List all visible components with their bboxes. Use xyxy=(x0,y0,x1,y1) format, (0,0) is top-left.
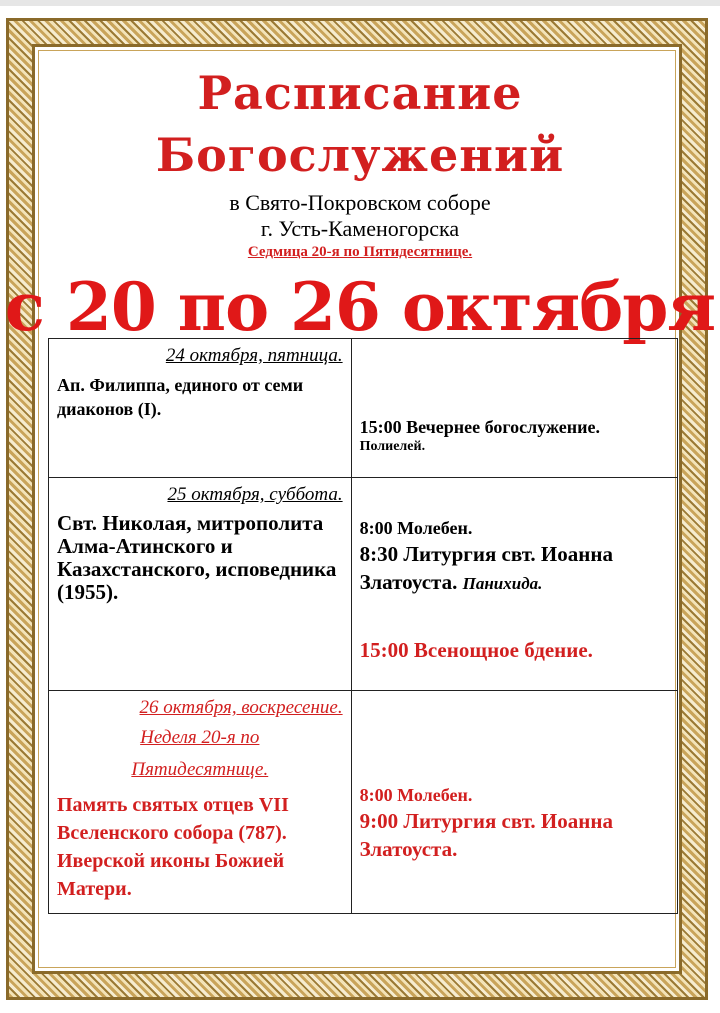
day-cell xyxy=(49,691,352,914)
schedule-table xyxy=(48,338,678,914)
date-range: с 20 по 26 октября xyxy=(4,268,716,346)
service-note: Полиелей. xyxy=(359,439,426,454)
day-cell xyxy=(49,478,352,691)
services-cell xyxy=(351,478,677,691)
day-cell xyxy=(49,339,352,478)
table-row xyxy=(49,339,678,478)
service-item: 8:00 Молебен. xyxy=(359,785,473,805)
services-cell xyxy=(351,339,677,478)
service-text: 8:30 Литургия свт. Иоанна Златоуста. xyxy=(359,542,613,594)
table-row xyxy=(49,691,678,914)
day-label: 24 октября, пятница. xyxy=(165,345,343,366)
week-note: Седмица 20-я по Пятидесятнице. xyxy=(247,244,473,260)
title-line-2: Богослужений xyxy=(155,128,565,182)
top-bar xyxy=(0,0,720,6)
table-row xyxy=(49,478,678,691)
place-line-2: г. Усть-Каменогорска xyxy=(260,216,460,241)
saint-text: Память святых отцев VII Вселенского собора (787). Иверской иконы Божией Матери. xyxy=(57,794,289,900)
services-cell xyxy=(351,691,677,914)
service-item: 9:00 Литургия свт. Иоанна Златоуста. xyxy=(359,809,613,861)
week-label: Неделя 20-я по xyxy=(140,727,260,748)
service-item: 8:00 Молебен. xyxy=(359,518,473,538)
service-item: 15:00 Всенощное бдение. xyxy=(359,638,593,662)
saint-text: Ап. Филиппа, единого от семи диаконов (I). xyxy=(57,375,304,419)
week-label: Пятидесятнице. xyxy=(131,759,269,780)
title-line-1: Расписание xyxy=(197,66,523,120)
day-label: 26 октября, воскресение. xyxy=(139,697,343,718)
day-label: 25 октября, суббота. xyxy=(167,484,343,505)
place-line-1: в Свято-Покровском соборе xyxy=(229,190,491,215)
service-note: Панихида. xyxy=(462,574,543,593)
saint-text: Свт. Николая, митрополита Алма-Атинского и Казахстанского, исповедника (1955). xyxy=(57,511,337,604)
service-item xyxy=(360,540,669,598)
service-item: 15:00 Вечернее богослужение. xyxy=(359,417,601,437)
